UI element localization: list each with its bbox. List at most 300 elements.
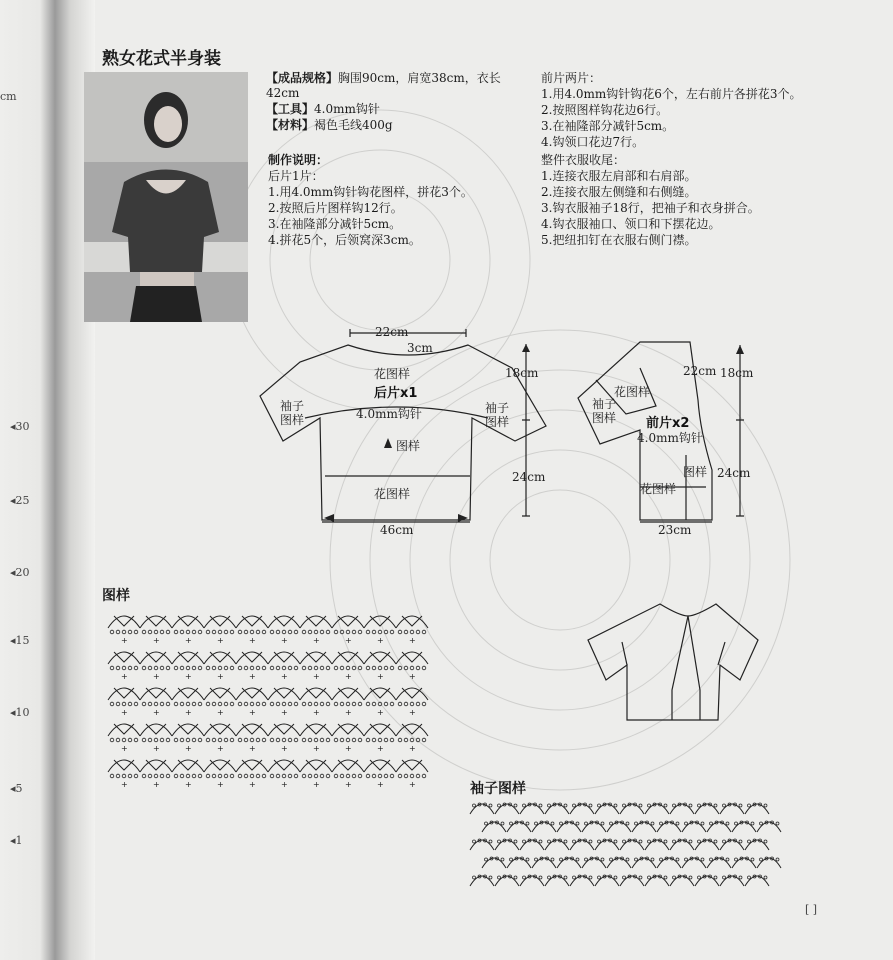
stitch-fan xyxy=(370,616,390,626)
chain-stitch xyxy=(166,702,170,706)
chain-stitch xyxy=(192,666,196,670)
chain-stitch xyxy=(764,876,767,879)
chain-stitch xyxy=(180,774,184,778)
stitch-fan xyxy=(370,724,390,734)
chain-stitch xyxy=(334,774,338,778)
chain-stitch xyxy=(564,876,567,879)
chain-stitch xyxy=(224,738,228,742)
chain-stitch xyxy=(134,774,138,778)
chain-stitch xyxy=(142,630,146,634)
chain-stitch xyxy=(673,804,676,807)
stitch-fan xyxy=(402,724,422,734)
stitch-fan xyxy=(146,688,166,698)
chain-stitch xyxy=(346,774,350,778)
front-heading: 前片两片： xyxy=(541,71,602,85)
left-page-row-number: ◂5 xyxy=(10,782,23,795)
back-step: 4.拼花5个，后领窝深3cm。 xyxy=(268,233,421,247)
sleeve-scallop xyxy=(532,822,556,832)
chain-stitch xyxy=(398,666,402,670)
chain-stitch xyxy=(610,858,613,861)
chain-stitch xyxy=(212,630,216,634)
chain-stitch xyxy=(276,702,280,706)
sleeve-scallop xyxy=(495,840,519,850)
chain-stitch xyxy=(576,858,579,861)
chain-stitch xyxy=(314,702,318,706)
chain-stitch xyxy=(358,666,362,670)
chain-stitch xyxy=(739,840,742,843)
chain-stitch xyxy=(398,630,402,634)
stitch-fan xyxy=(274,760,294,770)
chain-stitch xyxy=(573,804,576,807)
chain-stitch xyxy=(192,630,196,634)
stitch-fan xyxy=(242,724,262,734)
chain-stitch xyxy=(206,630,210,634)
sleeve-scallop xyxy=(570,804,594,814)
chain-stitch xyxy=(539,876,542,879)
chain-stitch xyxy=(366,630,370,634)
plus-stitch: + xyxy=(153,672,160,681)
chain-stitch xyxy=(548,876,551,879)
chain-stitch xyxy=(378,702,382,706)
chain-stitch xyxy=(701,822,704,825)
chain-stitch xyxy=(308,666,312,670)
plus-stitch: + xyxy=(377,672,384,681)
chain-stitch xyxy=(473,804,476,807)
plus-stitch: + xyxy=(313,672,320,681)
sleeve-scallop xyxy=(707,858,731,868)
sleeve-scallop xyxy=(482,858,506,868)
chain-stitch xyxy=(288,738,292,742)
chain-stitch xyxy=(635,858,638,861)
chain-stitch xyxy=(422,630,426,634)
chain-stitch xyxy=(154,630,158,634)
chain-stitch xyxy=(660,822,663,825)
left-page-row-number: ◂10 xyxy=(10,706,30,719)
chain-stitch xyxy=(270,738,274,742)
chain-stitch xyxy=(626,858,629,861)
chain-stitch xyxy=(523,840,526,843)
chain-stitch xyxy=(270,774,274,778)
chain-stitch xyxy=(404,702,408,706)
sleeve-scallop xyxy=(682,822,706,832)
stitch-fan xyxy=(178,652,198,662)
front-shoulder-width: 22cm xyxy=(683,364,717,378)
sleeve-scallop xyxy=(470,804,494,814)
plus-stitch: + xyxy=(409,708,416,717)
plus-stitch: + xyxy=(345,636,352,645)
plus-stitch: + xyxy=(185,744,192,753)
chain-stitch xyxy=(378,774,382,778)
chain-stitch xyxy=(326,738,330,742)
chain-stitch xyxy=(598,804,601,807)
chain-stitch xyxy=(585,858,588,861)
chain-stitch xyxy=(685,858,688,861)
chain-stitch xyxy=(320,774,324,778)
chain-stitch xyxy=(122,666,126,670)
sleeve-scallop xyxy=(607,822,631,832)
chain-stitch xyxy=(212,738,216,742)
chain-stitch xyxy=(498,840,501,843)
chain-stitch xyxy=(262,666,266,670)
chain-stitch xyxy=(218,702,222,706)
plus-stitch: + xyxy=(409,744,416,753)
plus-stitch: + xyxy=(121,672,128,681)
stitch-fan xyxy=(306,688,326,698)
chain-stitch xyxy=(110,774,114,778)
chain-stitch xyxy=(282,738,286,742)
chain-stitch xyxy=(623,876,626,879)
chain-stitch xyxy=(308,738,312,742)
chain-stitch xyxy=(110,738,114,742)
chain-stitch xyxy=(314,666,318,670)
chain-stitch xyxy=(410,630,414,634)
chain-stitch xyxy=(340,630,344,634)
chain-stitch xyxy=(551,822,554,825)
chain-stitch xyxy=(198,738,202,742)
front-pattern-top: 花图样 xyxy=(614,385,651,399)
plus-stitch: + xyxy=(217,780,224,789)
chain-stitch xyxy=(334,738,338,742)
plus-stitch: + xyxy=(281,672,288,681)
chain-stitch xyxy=(398,774,402,778)
plus-stitch: + xyxy=(409,780,416,789)
chain-stitch xyxy=(212,702,216,706)
chain-stitch xyxy=(739,876,742,879)
stitch-fan xyxy=(146,724,166,734)
chain-stitch xyxy=(416,666,420,670)
chain-stitch xyxy=(288,630,292,634)
chain-stitch xyxy=(142,666,146,670)
stitch-fan xyxy=(402,616,422,626)
chain-stitch xyxy=(192,774,196,778)
stitch-fan xyxy=(210,616,230,626)
chain-stitch xyxy=(398,702,402,706)
chain-stitch xyxy=(320,666,324,670)
chain-stitch xyxy=(326,666,330,670)
spec-tool: 【工具】4.0mm钩针 xyxy=(266,102,380,116)
stitch-fan xyxy=(274,688,294,698)
chain-stitch xyxy=(410,774,414,778)
chain-stitch xyxy=(288,702,292,706)
chain-stitch xyxy=(256,666,260,670)
sleeve-scallop xyxy=(495,804,519,814)
chain-stitch xyxy=(526,822,529,825)
plus-stitch: + xyxy=(249,636,256,645)
chain-stitch xyxy=(489,840,492,843)
chain-stitch xyxy=(410,738,414,742)
back-pattern-bottom: 花图样 xyxy=(374,487,411,501)
chain-stitch xyxy=(244,630,248,634)
plus-stitch: + xyxy=(121,636,128,645)
left-page-row-number: ◂30 xyxy=(10,420,30,433)
front-pattern-arrow: 图样 xyxy=(683,465,708,479)
plus-stitch: + xyxy=(217,744,224,753)
chain-stitch xyxy=(262,738,266,742)
instructions-heading: 制作说明： xyxy=(268,153,329,167)
chain-stitch xyxy=(154,702,158,706)
sleeve-scallop xyxy=(670,840,694,850)
chain-stitch xyxy=(366,738,370,742)
chain-stitch xyxy=(346,738,350,742)
plus-stitch: + xyxy=(377,636,384,645)
plus-stitch: + xyxy=(121,780,128,789)
chain-stitch xyxy=(352,774,356,778)
chain-stitch xyxy=(250,630,254,634)
stitch-fan xyxy=(114,760,134,770)
chain-stitch xyxy=(122,774,126,778)
stitch-fan xyxy=(306,760,326,770)
chain-stitch xyxy=(485,858,488,861)
back-hook: 4.0mm钩针 xyxy=(356,407,422,421)
spec-size-cont: 42cm xyxy=(266,86,300,100)
sleeve-scallop xyxy=(695,804,719,814)
chain-stitch xyxy=(212,774,216,778)
chain-stitch xyxy=(148,666,152,670)
finish-step: 3.钩衣服袖子18行，把袖子和衣身拼合。 xyxy=(541,201,760,215)
chain-stitch xyxy=(154,738,158,742)
chain-stitch xyxy=(148,630,152,634)
chain-stitch xyxy=(751,858,754,861)
chain-stitch xyxy=(390,774,394,778)
chain-stitch xyxy=(673,876,676,879)
chain-stitch xyxy=(601,858,604,861)
sleeve-scallop xyxy=(632,822,656,832)
back-neck-depth: 3cm xyxy=(407,341,433,355)
chain-stitch xyxy=(238,702,242,706)
chain-stitch xyxy=(526,858,529,861)
finish-heading: 整件衣服收尾： xyxy=(541,153,626,167)
chain-stitch xyxy=(116,666,120,670)
chain-stitch xyxy=(748,840,751,843)
stitch-fan xyxy=(338,760,358,770)
chain-stitch xyxy=(585,822,588,825)
chain-stitch xyxy=(134,738,138,742)
chain-stitch xyxy=(576,822,579,825)
spec-size: 【成品规格】胸围90cm，肩宽38cm，衣长 xyxy=(266,71,501,85)
stitch-fan xyxy=(242,652,262,662)
page-title: 熟女花式半身装 xyxy=(102,49,221,69)
sleeve-scallop xyxy=(507,822,531,832)
stitch-fan xyxy=(178,724,198,734)
sleeve-scallop xyxy=(557,858,581,868)
chain-stitch xyxy=(134,702,138,706)
chain-stitch xyxy=(404,774,408,778)
stitch-fan xyxy=(114,724,134,734)
stitch-fan xyxy=(146,760,166,770)
chain-stitch xyxy=(726,822,729,825)
chain-stitch xyxy=(573,840,576,843)
chain-stitch xyxy=(589,840,592,843)
chain-stitch xyxy=(560,858,563,861)
sleeve-scallop xyxy=(707,822,731,832)
chain-stitch xyxy=(673,840,676,843)
plus-stitch: + xyxy=(249,780,256,789)
chain-stitch xyxy=(404,738,408,742)
chain-stitch xyxy=(346,666,350,670)
chain-stitch xyxy=(320,702,324,706)
sleeve-scallop xyxy=(495,876,519,886)
chain-stitch xyxy=(116,774,120,778)
chain-stitch xyxy=(390,738,394,742)
chain-stitch xyxy=(651,858,654,861)
chain-stitch xyxy=(160,702,164,706)
sleeve-scallop xyxy=(670,804,694,814)
stitch-fan xyxy=(370,688,390,698)
chain-stitch xyxy=(276,666,280,670)
chain-stitch xyxy=(664,804,667,807)
chain-stitch xyxy=(180,702,184,706)
chain-stitch xyxy=(282,702,286,706)
chain-stitch xyxy=(710,858,713,861)
sleeve-scallop xyxy=(607,858,631,868)
sleeve-scallop xyxy=(520,876,544,886)
chain-stitch xyxy=(270,630,274,634)
chain-stitch xyxy=(648,876,651,879)
chain-stitch xyxy=(148,738,152,742)
stitch-fan xyxy=(210,652,230,662)
chain-stitch xyxy=(224,702,228,706)
finish-step: 5.把纽扣钉在衣服右侧门襟。 xyxy=(541,233,697,247)
chain-stitch xyxy=(326,702,330,706)
chain-stitch xyxy=(698,876,701,879)
chain-stitch xyxy=(276,738,280,742)
chain-stitch xyxy=(498,876,501,879)
plus-stitch: + xyxy=(409,636,416,645)
stitch-fan xyxy=(146,652,166,662)
front-step: 3.在袖隆部分减针5cm。 xyxy=(541,119,675,133)
sleeve-scallop xyxy=(470,876,494,886)
sleeve-chart-heading: 袖子图样 xyxy=(470,781,526,797)
back-pattern-top: 花图样 xyxy=(374,367,411,381)
stitch-fan xyxy=(402,760,422,770)
chain-stitch xyxy=(294,738,298,742)
plus-stitch: + xyxy=(185,708,192,717)
stitch-fan xyxy=(242,616,262,626)
chain-stitch xyxy=(154,666,158,670)
stitch-fan xyxy=(210,760,230,770)
chain-stitch xyxy=(294,774,298,778)
chain-stitch xyxy=(473,840,476,843)
chain-stitch xyxy=(551,858,554,861)
chain-stitch xyxy=(623,804,626,807)
chain-stitch xyxy=(186,666,190,670)
chain-stitch xyxy=(404,630,408,634)
chain-stitch xyxy=(514,876,517,879)
chain-stitch xyxy=(560,822,563,825)
chain-stitch xyxy=(294,702,298,706)
sleeve-scallop xyxy=(620,876,644,886)
chain-stitch xyxy=(276,774,280,778)
chain-stitch xyxy=(739,804,742,807)
chain-stitch xyxy=(262,774,266,778)
finish-step: 2.连接衣服左侧缝和右侧缝。 xyxy=(541,185,697,199)
chain-stitch xyxy=(539,804,542,807)
chain-stitch xyxy=(186,774,190,778)
left-page-row-number: ◂15 xyxy=(10,634,30,647)
chain-stitch xyxy=(564,840,567,843)
chain-stitch xyxy=(256,702,260,706)
chain-stitch xyxy=(128,666,132,670)
back-sleeve-left: 袖子图样 xyxy=(280,399,305,427)
sleeve-scallop xyxy=(545,804,569,814)
chain-stitch xyxy=(128,774,132,778)
sleeve-scallop xyxy=(620,840,644,850)
chain-stitch xyxy=(218,666,222,670)
sleeve-scallop xyxy=(732,822,756,832)
page-number: [ ] xyxy=(805,903,818,916)
front-piece-name: 前片x2 xyxy=(646,416,690,431)
chain-stitch xyxy=(390,666,394,670)
chain-stitch xyxy=(501,822,504,825)
stitch-fan xyxy=(210,688,230,698)
chain-stitch xyxy=(366,774,370,778)
plus-stitch: + xyxy=(121,708,128,717)
chain-stitch xyxy=(276,630,280,634)
sleeve-scallop xyxy=(645,840,669,850)
sleeve-scallop xyxy=(695,840,719,850)
chain-stitch xyxy=(489,876,492,879)
chain-stitch xyxy=(485,822,488,825)
chain-stitch xyxy=(764,840,767,843)
front-sleeve: 袖子图样 xyxy=(592,397,617,425)
chain-stitch xyxy=(302,774,306,778)
chain-stitch xyxy=(748,876,751,879)
stitch-fan xyxy=(306,724,326,734)
chain-stitch xyxy=(614,840,617,843)
chain-stitch xyxy=(218,738,222,742)
sleeve-scallop xyxy=(757,858,781,868)
chain-stitch xyxy=(372,702,376,706)
chain-stitch xyxy=(378,630,382,634)
stitch-fan xyxy=(146,616,166,626)
sleeve-scallop xyxy=(682,858,706,868)
chain-stitch xyxy=(128,630,132,634)
chain-stitch xyxy=(723,804,726,807)
chain-stitch xyxy=(535,858,538,861)
chain-stitch xyxy=(314,738,318,742)
chain-stitch xyxy=(282,630,286,634)
plus-stitch: + xyxy=(185,636,192,645)
chain-stitch xyxy=(218,630,222,634)
chain-stitch xyxy=(244,702,248,706)
chain-stitch xyxy=(548,840,551,843)
stitch-fan xyxy=(210,724,230,734)
plus-stitch: + xyxy=(217,672,224,681)
chain-stitch xyxy=(639,840,642,843)
chain-stitch xyxy=(308,702,312,706)
chain-stitch xyxy=(352,666,356,670)
chain-stitch xyxy=(282,774,286,778)
plus-stitch: + xyxy=(249,708,256,717)
sleeve-scallop xyxy=(470,840,494,850)
stitch-fan xyxy=(242,688,262,698)
stitch-fan xyxy=(178,760,198,770)
chain-stitch xyxy=(639,876,642,879)
chain-stitch xyxy=(122,738,126,742)
chain-stitch xyxy=(358,738,362,742)
plus-stitch: + xyxy=(249,672,256,681)
stitch-fan xyxy=(114,616,134,626)
chain-stitch xyxy=(726,858,729,861)
plus-stitch: + xyxy=(313,708,320,717)
chain-stitch xyxy=(142,774,146,778)
chain-stitch xyxy=(598,840,601,843)
sleeve-scallop xyxy=(620,804,644,814)
chain-stitch xyxy=(764,804,767,807)
plus-stitch: + xyxy=(281,744,288,753)
sleeve-scallop xyxy=(695,876,719,886)
chain-stitch xyxy=(128,702,132,706)
